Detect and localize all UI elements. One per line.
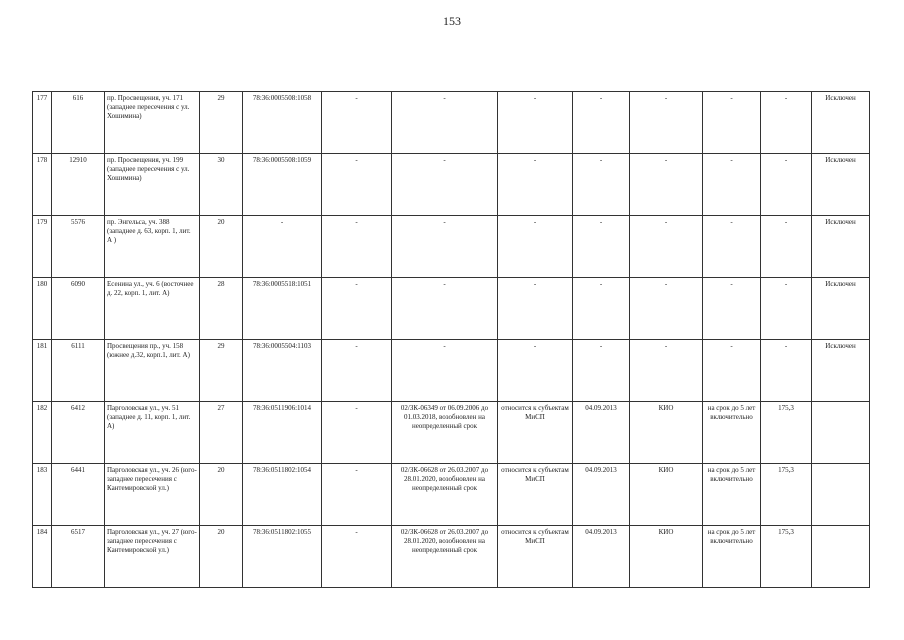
page-number: 153 — [443, 14, 461, 28]
table-row — [33, 92, 870, 154]
value-cell: - — [761, 340, 812, 402]
status-cell: Исключен — [812, 278, 870, 340]
address-cell: Парголовская ул., уч. 27 (юго-западнее пересечения с Кантемировской ул.) — [105, 526, 200, 588]
contract-cell: 02/ЗК-06628 от 26.03.2007 до 28.01.2020, возобновлен на неопределенный срок — [392, 526, 498, 588]
cadastral-number-cell: 78:36:0511802:1054 — [243, 464, 322, 526]
row-number-cell: 179 — [33, 216, 52, 278]
category-cell: - — [498, 278, 573, 340]
authority-cell: - — [630, 216, 703, 278]
id-cell: 5576 — [52, 216, 105, 278]
date-cell: 04.09.2013 — [573, 402, 630, 464]
cadastral-number-cell: 78:36:0005508:1059 — [243, 154, 322, 216]
table-cell: - — [322, 340, 392, 402]
date-cell: - — [573, 154, 630, 216]
area-cell: 28 — [200, 278, 243, 340]
category-cell: - — [498, 92, 573, 154]
category-cell: - — [498, 216, 573, 278]
category-cell: относится к субъектам МиСП — [498, 464, 573, 526]
status-cell: Исключен — [812, 216, 870, 278]
authority-cell: - — [630, 154, 703, 216]
area-cell: 20 — [200, 464, 243, 526]
term-cell: - — [703, 92, 761, 154]
area-cell: 29 — [200, 340, 243, 402]
date-cell: 04.09.2013 — [573, 526, 630, 588]
category-cell: относится к субъектам МиСП — [498, 526, 573, 588]
status-cell: Исключен — [812, 92, 870, 154]
cadastral-number-cell: - — [243, 216, 322, 278]
contract-cell: - — [392, 340, 498, 402]
authority-cell: КИО — [630, 526, 703, 588]
contract-cell: - — [392, 278, 498, 340]
address-cell: Парголовская ул., уч. 51 (западнее д. 11, корп. 1, лит. А) — [105, 402, 200, 464]
area-cell: 29 — [200, 92, 243, 154]
contract-cell: 02/ЗК-06628 от 26.03.2007 до 28.01.2020, возобновлен на неопределенный срок — [392, 464, 498, 526]
authority-cell: - — [630, 278, 703, 340]
id-cell: 6441 — [52, 464, 105, 526]
area-cell: 30 — [200, 154, 243, 216]
value-cell: - — [761, 216, 812, 278]
address-cell: пр. Просвещения, уч. 199 (западнее пересечения с ул. Хошимина) — [105, 154, 200, 216]
table-row — [33, 216, 870, 278]
date-cell: - — [573, 216, 630, 278]
address-cell: Есенина ул., уч. 6 (восточнее д. 22, корп. 1, лит. А) — [105, 278, 200, 340]
value-cell: 175,3 — [761, 402, 812, 464]
id-cell: 616 — [52, 92, 105, 154]
row-number-cell: 181 — [33, 340, 52, 402]
contract-cell: - — [392, 92, 498, 154]
table-cell: - — [322, 278, 392, 340]
table-row — [33, 154, 870, 216]
authority-cell: - — [630, 340, 703, 402]
authority-cell: КИО — [630, 464, 703, 526]
value-cell: - — [761, 92, 812, 154]
status-cell — [812, 526, 870, 588]
cadastral-number-cell: 78:36:0005504:1103 — [243, 340, 322, 402]
date-cell: - — [573, 340, 630, 402]
category-cell: - — [498, 154, 573, 216]
id-cell: 12910 — [52, 154, 105, 216]
term-cell: на срок до 5 лет включительно — [703, 464, 761, 526]
date-cell: 04.09.2013 — [573, 464, 630, 526]
table-cell: - — [322, 464, 392, 526]
table-cell: - — [322, 526, 392, 588]
row-number-cell: 178 — [33, 154, 52, 216]
status-cell — [812, 464, 870, 526]
term-cell: - — [703, 216, 761, 278]
term-cell: - — [703, 340, 761, 402]
table-row — [33, 526, 870, 588]
area-cell: 20 — [200, 526, 243, 588]
category-cell: относится к субъектам МиСП — [498, 402, 573, 464]
term-cell: на срок до 5 лет включительно — [703, 526, 761, 588]
table-row — [33, 402, 870, 464]
contract-cell: - — [392, 216, 498, 278]
contract-cell: - — [392, 154, 498, 216]
row-number-cell: 183 — [33, 464, 52, 526]
value-cell: - — [761, 278, 812, 340]
table-cell: - — [322, 216, 392, 278]
value-cell: - — [761, 154, 812, 216]
cadastral-number-cell: 78:36:0511802:1055 — [243, 526, 322, 588]
area-cell: 20 — [200, 216, 243, 278]
address-cell: Просвещения пр., уч. 158 (южнее д.32, корп.1, лит. А) — [105, 340, 200, 402]
id-cell: 6412 — [52, 402, 105, 464]
authority-cell: КИО — [630, 402, 703, 464]
row-number-cell: 184 — [33, 526, 52, 588]
term-cell: - — [703, 154, 761, 216]
address-cell: Парголовская ул., уч. 26 (юго-западнее пересечения с Кантемировской ул.) — [105, 464, 200, 526]
id-cell: 6111 — [52, 340, 105, 402]
id-cell: 6090 — [52, 278, 105, 340]
authority-cell: - — [630, 92, 703, 154]
value-cell: 175,3 — [761, 464, 812, 526]
cadastral-number-cell: 78:36:0511906:1014 — [243, 402, 322, 464]
row-number-cell: 182 — [33, 402, 52, 464]
row-number-cell: 177 — [33, 92, 52, 154]
cadastral-number-cell: 78:36:0005518:1051 — [243, 278, 322, 340]
id-cell: 6517 — [52, 526, 105, 588]
date-cell: - — [573, 92, 630, 154]
category-cell: - — [498, 340, 573, 402]
address-cell: пр. Просвещения, уч. 171 (западнее пересечения с ул. Хошимина) — [105, 92, 200, 154]
value-cell: 175,3 — [761, 526, 812, 588]
registry-table — [32, 91, 870, 588]
date-cell: - — [573, 278, 630, 340]
table-row — [33, 278, 870, 340]
contract-cell: 02/ЗК-06349 от 06.09.2006 до 01.03.2018, возобновлен на неопределенный срок — [392, 402, 498, 464]
table-cell: - — [322, 154, 392, 216]
address-cell: пр. Энгельса, уч. 388 (западнее д. 63, корп. 1, лит. А ) — [105, 216, 200, 278]
status-cell: Исключен — [812, 154, 870, 216]
table-cell: - — [322, 402, 392, 464]
row-number-cell: 180 — [33, 278, 52, 340]
table-cell: - — [322, 92, 392, 154]
term-cell: - — [703, 278, 761, 340]
area-cell: 27 — [200, 402, 243, 464]
term-cell: на срок до 5 лет включительно — [703, 402, 761, 464]
cadastral-number-cell: 78:36:0005508:1058 — [243, 92, 322, 154]
status-cell — [812, 402, 870, 464]
table-row — [33, 340, 870, 402]
status-cell: Исключен — [812, 340, 870, 402]
table-row — [33, 464, 870, 526]
